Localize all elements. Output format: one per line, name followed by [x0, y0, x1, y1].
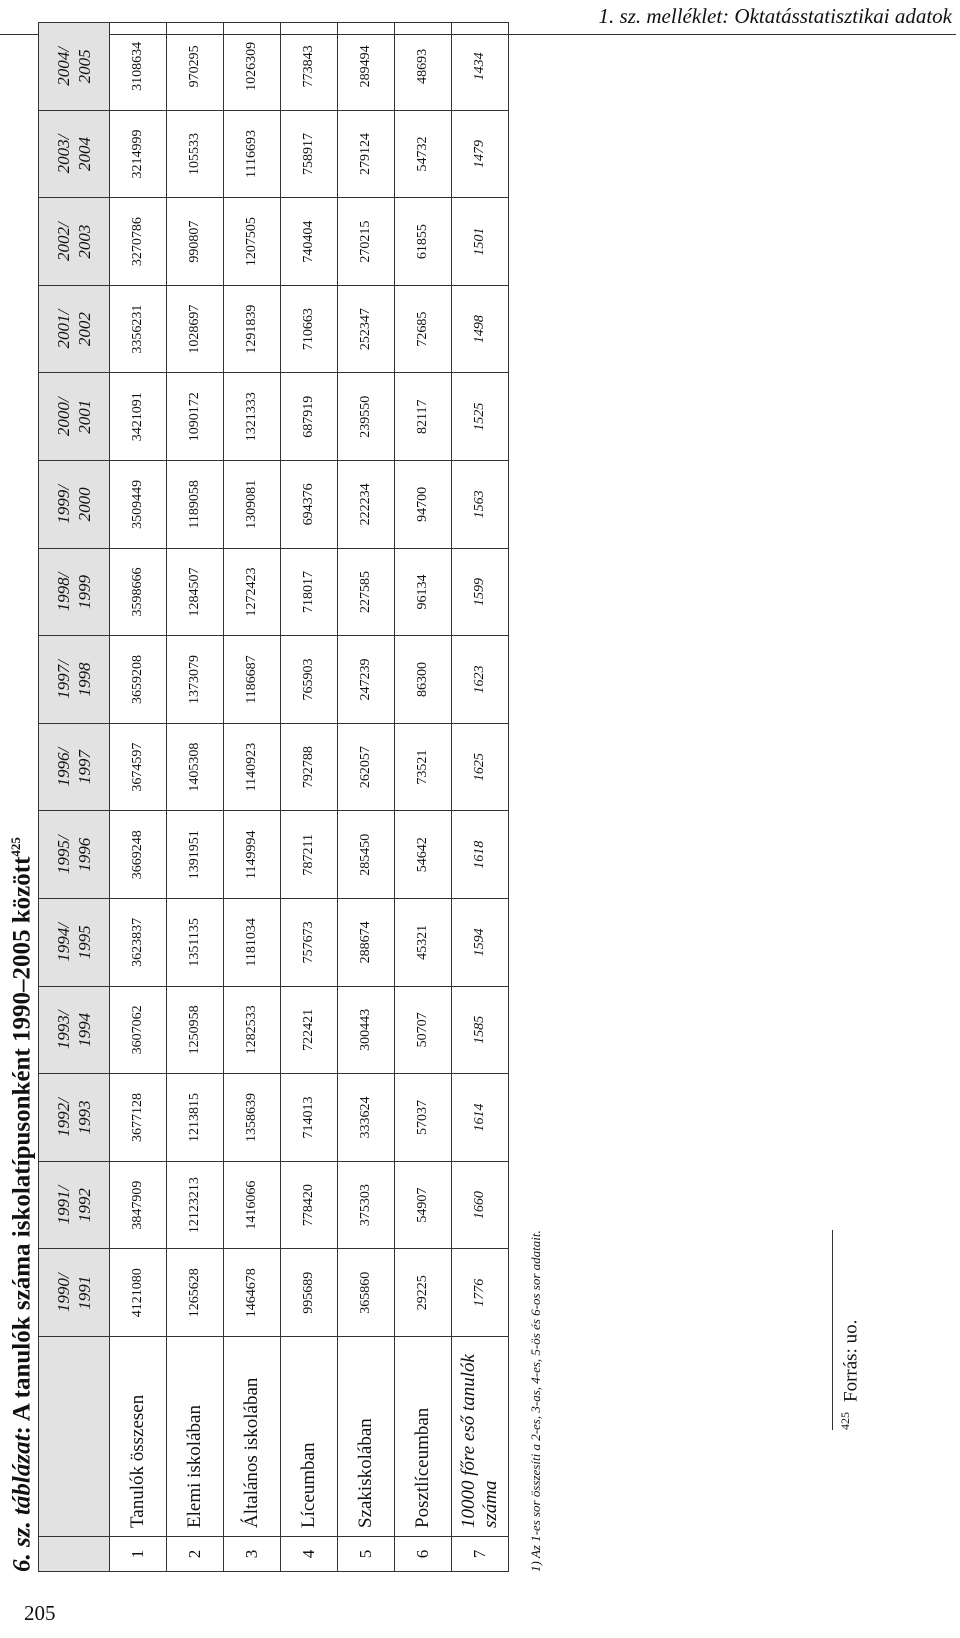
table-cell: 96134 — [395, 548, 452, 636]
column-header — [39, 110, 110, 198]
column-header — [39, 461, 110, 549]
row-label: Szakiskolában — [338, 1337, 395, 1537]
row-number: 2 — [167, 1537, 224, 1572]
table-cell: 61855 — [395, 198, 452, 286]
column-header-start: 1995/ — [54, 835, 73, 875]
column-header-end: 2004 — [75, 136, 94, 171]
table-cell: 778420 — [281, 1161, 338, 1249]
table-cell: 1434 — [452, 23, 509, 111]
column-header-end: 1997 — [75, 750, 94, 785]
table-cell: 3108634 — [110, 23, 167, 111]
row-label: 10000 főre eső tanulók száma — [452, 1337, 509, 1537]
table-cell: 300443 — [338, 986, 395, 1074]
table-cell: 1265628 — [167, 1249, 224, 1337]
column-header-start: 1997/ — [54, 660, 73, 699]
column-header-end: 1998 — [75, 662, 94, 697]
column-header-start: 1990/ — [54, 1273, 73, 1313]
table-cell: 222234 — [338, 461, 395, 549]
row-label: Tanulók összesen — [110, 1337, 167, 1537]
table-cell: 1140923 — [224, 723, 281, 811]
row-number: 4 — [281, 1537, 338, 1572]
table-cell: 1282533 — [224, 986, 281, 1074]
table-cell: 1358639 — [224, 1074, 281, 1162]
table-cell: 12123213 — [167, 1161, 224, 1249]
table-cell: 1291839 — [224, 285, 281, 373]
table-cell: 1149994 — [224, 811, 281, 899]
column-header — [39, 373, 110, 461]
table-cell: 45321 — [395, 899, 452, 987]
table-cell: 3421091 — [110, 373, 167, 461]
column-header-start: 1994/ — [54, 922, 73, 962]
table-cell: 694376 — [281, 461, 338, 549]
table-cell: 687919 — [281, 373, 338, 461]
table-cell: 765903 — [281, 636, 338, 724]
table-cell: 48693 — [395, 23, 452, 111]
source-footnote — [838, 1320, 862, 1430]
table-cell: 94700 — [395, 461, 452, 549]
column-header-start: 1999/ — [54, 485, 73, 524]
column-header-start: 2000/ — [54, 397, 73, 437]
table-cell: 990807 — [167, 198, 224, 286]
header-num-cell — [39, 1537, 110, 1572]
table-title-prefix: 6. sz. táblázat — [8, 1434, 36, 1572]
column-header-end: 1991 — [75, 1275, 94, 1310]
table-cell: 1272423 — [224, 548, 281, 636]
table-cell: 54907 — [395, 1161, 452, 1249]
column-header — [39, 1161, 110, 1249]
table-cell: 1525 — [452, 373, 509, 461]
table-cell: 1585 — [452, 986, 509, 1074]
table-cell: 3598666 — [110, 548, 167, 636]
table-cell: 1189058 — [167, 461, 224, 549]
table-cell: 227585 — [338, 548, 395, 636]
table-cell: 792788 — [281, 723, 338, 811]
table-cell: 3356231 — [110, 285, 167, 373]
column-header-end: 1992 — [75, 1188, 94, 1223]
column-header — [39, 548, 110, 636]
table-cell: 3214999 — [110, 110, 167, 198]
column-header — [39, 285, 110, 373]
row-number: 7 — [452, 1537, 509, 1572]
table-cell: 1213815 — [167, 1074, 224, 1162]
column-header — [39, 23, 110, 111]
table-cell: 757673 — [281, 899, 338, 987]
column-header-start: 1991/ — [54, 1185, 73, 1225]
column-header — [39, 1074, 110, 1162]
table-cell: 54732 — [395, 110, 452, 198]
table-cell: 1028697 — [167, 285, 224, 373]
table-cell: 714013 — [281, 1074, 338, 1162]
table-cell: 773843 — [281, 23, 338, 111]
table-cell: 1090172 — [167, 373, 224, 461]
table-cell: 1186687 — [224, 636, 281, 724]
table-cell: 289494 — [338, 23, 395, 111]
table-cell: 1351135 — [167, 899, 224, 987]
column-header-end: 1994 — [75, 1012, 94, 1047]
table-cell: 1391951 — [167, 811, 224, 899]
table-cell: 758917 — [281, 110, 338, 198]
table-cell: 1416066 — [224, 1161, 281, 1249]
table-cell: 710663 — [281, 285, 338, 373]
table-cell: 82117 — [395, 373, 452, 461]
table-cell: 1284507 — [167, 548, 224, 636]
table-cell: 1250958 — [167, 986, 224, 1074]
table-cell: 970295 — [167, 23, 224, 111]
table-cell: 3509449 — [110, 461, 167, 549]
column-header-end: 2005 — [75, 49, 94, 84]
column-header-start: 1993/ — [54, 1010, 73, 1050]
column-header-end: 1996 — [75, 837, 94, 872]
column-header-end: 2002 — [75, 312, 94, 347]
table-cell: 57037 — [395, 1074, 452, 1162]
column-header — [39, 899, 110, 987]
row-number: 1 — [110, 1537, 167, 1572]
column-header — [39, 723, 110, 811]
statistics-table — [38, 22, 509, 1572]
row-number: 5 — [338, 1537, 395, 1572]
source-footnote-text: Forrás: uo. — [840, 1319, 862, 1402]
table-cell: 3677128 — [110, 1074, 167, 1162]
table-cell: 1479 — [452, 110, 509, 198]
table-cell: 86300 — [395, 636, 452, 724]
column-header-end: 1999 — [75, 574, 94, 609]
table-footnote: 1) Az 1-es sor összesíti a 2-es, 3-as, 4-es, 5-ös és 6-os sor adatait. — [528, 1230, 543, 1572]
table-cell: 285450 — [338, 811, 395, 899]
table-cell: 4121080 — [110, 1249, 167, 1337]
table-cell: 1501 — [452, 198, 509, 286]
row-label: Posztlíceumban — [395, 1337, 452, 1537]
table-cell: 239550 — [338, 373, 395, 461]
column-header — [39, 986, 110, 1074]
table-cell: 1181034 — [224, 899, 281, 987]
source-footnote-number: 425 — [838, 1412, 852, 1430]
table-cell: 1776 — [452, 1249, 509, 1337]
table-cell: 722421 — [281, 986, 338, 1074]
table-cell: 1599 — [452, 548, 509, 636]
table-row — [281, 23, 338, 1572]
table-title-footnote-ref: 425 — [8, 837, 23, 857]
table-cell: 1026309 — [224, 23, 281, 111]
table-cell: 3669248 — [110, 811, 167, 899]
table-cell: 1464678 — [224, 1249, 281, 1337]
table-cell: 3847909 — [110, 1161, 167, 1249]
column-header-start: 1998/ — [54, 572, 73, 612]
table-cell: 270215 — [338, 198, 395, 286]
table-cell: 252347 — [338, 285, 395, 373]
table-cell: 247239 — [338, 636, 395, 724]
table-cell: 1625 — [452, 723, 509, 811]
table-row — [338, 23, 395, 1572]
column-header-end: 2000 — [75, 487, 94, 522]
table-cell: 3270786 — [110, 198, 167, 286]
table-cell: 29225 — [395, 1249, 452, 1337]
table-row — [110, 23, 167, 1572]
table-cell: 262057 — [338, 723, 395, 811]
table-cell: 718017 — [281, 548, 338, 636]
table-cell: 1373079 — [167, 636, 224, 724]
table-cell: 787211 — [281, 811, 338, 899]
table-header-row — [39, 23, 110, 1572]
table-row — [167, 23, 224, 1572]
table-cell: 1563 — [452, 461, 509, 549]
table-cell: 995689 — [281, 1249, 338, 1337]
table-cell: 72685 — [395, 285, 452, 373]
row-label: Líceumban — [281, 1337, 338, 1537]
row-number: 3 — [224, 1537, 281, 1572]
table-cell: 3623837 — [110, 899, 167, 987]
row-label: Elemi iskolában — [167, 1337, 224, 1537]
column-header-end: 2001 — [75, 399, 94, 434]
table-row — [452, 23, 509, 1572]
column-header-end: 2003 — [75, 224, 94, 259]
table-cell: 1594 — [452, 899, 509, 987]
column-header — [39, 811, 110, 899]
table-cell: 1309081 — [224, 461, 281, 549]
column-header — [39, 1249, 110, 1337]
table-cell: 1207505 — [224, 198, 281, 286]
column-header-start: 2004/ — [54, 46, 73, 86]
running-header: 1. sz. melléklet: Oktatásstatisztikai adatok — [598, 4, 952, 28]
table-cell: 3659208 — [110, 636, 167, 724]
row-number: 6 — [395, 1537, 452, 1572]
table-cell: 279124 — [338, 110, 395, 198]
table-cell: 1321333 — [224, 373, 281, 461]
table-cell: 1405308 — [167, 723, 224, 811]
table-cell: 1498 — [452, 285, 509, 373]
table-cell: 1614 — [452, 1074, 509, 1162]
column-header — [39, 636, 110, 724]
table-cell: 1618 — [452, 811, 509, 899]
table-cell: 740404 — [281, 198, 338, 286]
table-cell: 3607062 — [110, 986, 167, 1074]
column-header-start: 2002/ — [54, 222, 73, 261]
column-header — [39, 198, 110, 286]
footnote-rule — [832, 1230, 833, 1430]
table-cell: 105533 — [167, 110, 224, 198]
row-label: Általános iskolában — [224, 1337, 281, 1537]
column-header-end: 1993 — [75, 1100, 94, 1135]
table-cell: 288674 — [338, 899, 395, 987]
table-cell: 73521 — [395, 723, 452, 811]
table-title — [8, 837, 36, 1572]
table-cell: 1623 — [452, 636, 509, 724]
table-cell: 1116693 — [224, 110, 281, 198]
table-cell: 54642 — [395, 811, 452, 899]
table-row — [395, 23, 452, 1572]
page-number: 205 — [24, 1601, 56, 1625]
table-cell: 1660 — [452, 1161, 509, 1249]
table-title-text: : A tanulók száma iskolatípusonként 1990–2005 között — [8, 856, 36, 1435]
table-cell: 365860 — [338, 1249, 395, 1337]
table-cell: 375303 — [338, 1161, 395, 1249]
table-row — [224, 23, 281, 1572]
header-label-cell — [39, 1337, 110, 1537]
column-header-start: 2003/ — [54, 134, 73, 174]
table-cell: 333624 — [338, 1074, 395, 1162]
table-cell: 3674597 — [110, 723, 167, 811]
table-cell: 50707 — [395, 986, 452, 1074]
table-body — [110, 23, 509, 1572]
column-header-start: 1996/ — [54, 747, 73, 787]
column-header-end: 1995 — [75, 925, 94, 960]
column-header-start: 2001/ — [54, 309, 73, 349]
column-header-start: 1992/ — [54, 1098, 73, 1137]
